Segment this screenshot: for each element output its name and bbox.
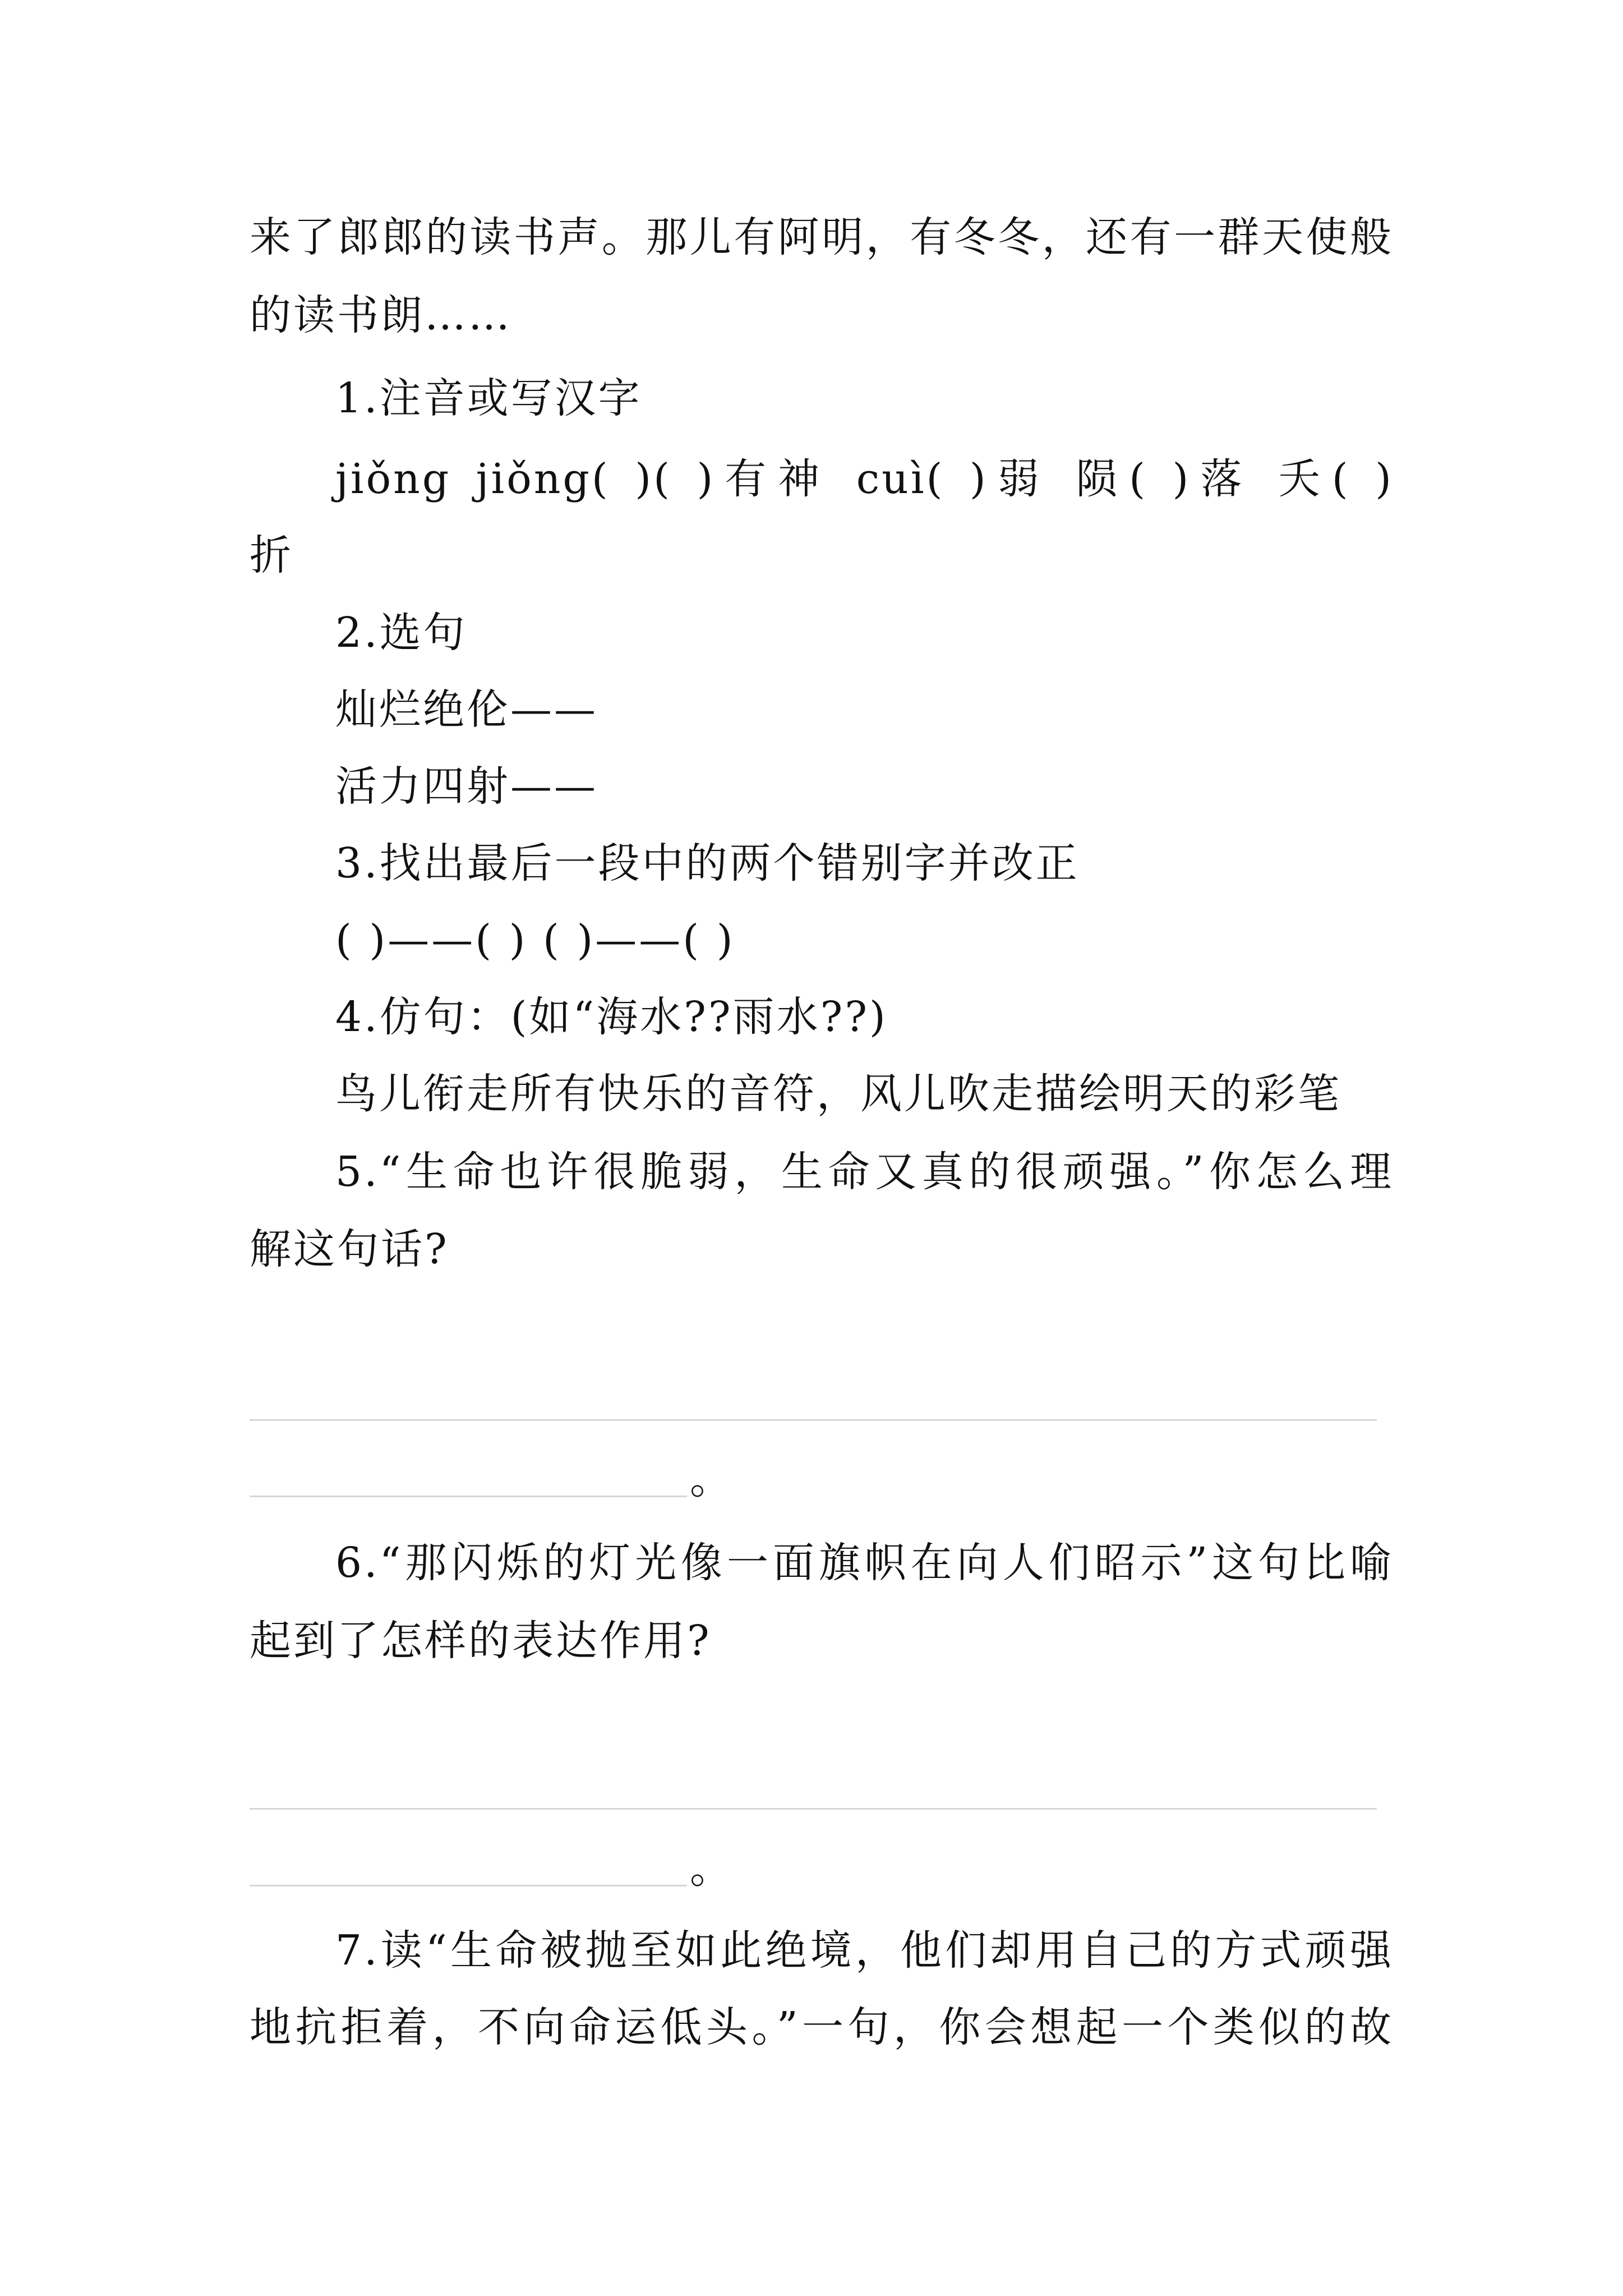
answer-line-6b bbox=[250, 1885, 687, 1887]
answer-line-6a bbox=[250, 1808, 1377, 1810]
passage-line-1: 来了郎郎的读书声。那儿有阿明，有冬冬，还有一群天使般 bbox=[250, 213, 1394, 261]
answer-line-5b bbox=[250, 1496, 687, 1497]
question-7-line-2: 地抗拒着，不向命运低头。”一句，你会想起一个类似的故 bbox=[250, 2003, 1394, 2051]
question-1-line-1: jiǒng jiǒng( )( )有神 cuì( )弱 陨( )落 夭( ) bbox=[335, 455, 1394, 503]
question-5-line-1: 5.“生命也许很脆弱，生命又真的很顽强。”你怎么理 bbox=[335, 1148, 1394, 1196]
passage-line-2: 的读书朗…… bbox=[250, 291, 512, 339]
question-3-blanks: ( )——( ) ( )——( ) bbox=[335, 916, 735, 964]
question-3-title: 3.找出最后一段中的两个错别字并改正 bbox=[335, 839, 1080, 887]
question-4-title: 4.仿句：(如“海水??雨水??) bbox=[335, 993, 888, 1041]
question-1-line-2: 折 bbox=[250, 531, 293, 579]
answer-5-period: 。 bbox=[690, 1455, 731, 1503]
question-2-title: 2.选句 bbox=[335, 609, 467, 657]
answer-6-period: 。 bbox=[690, 1844, 731, 1893]
question-6-line-2: 起到了怎样的表达作用? bbox=[250, 1617, 712, 1665]
answer-line-5a bbox=[250, 1419, 1377, 1421]
question-1-title: 1.注音或写汉字 bbox=[335, 374, 642, 422]
question-5-line-2: 解这句话? bbox=[250, 1225, 449, 1273]
question-7-line-1: 7.读“生命被抛至如此绝境，他们却用自己的方式顽强 bbox=[335, 1926, 1394, 1975]
question-2-item-b: 活力四射—— bbox=[335, 762, 598, 811]
question-2-item-a: 灿烂绝伦—— bbox=[335, 685, 598, 734]
question-6-line-1: 6.“那闪烁的灯光像一面旗帜在向人们昭示”这句比喻 bbox=[335, 1539, 1394, 1587]
question-4-sentence: 鸟儿衔走所有快乐的音符，风儿吹走描绘明天的彩笔 bbox=[335, 1070, 1341, 1118]
